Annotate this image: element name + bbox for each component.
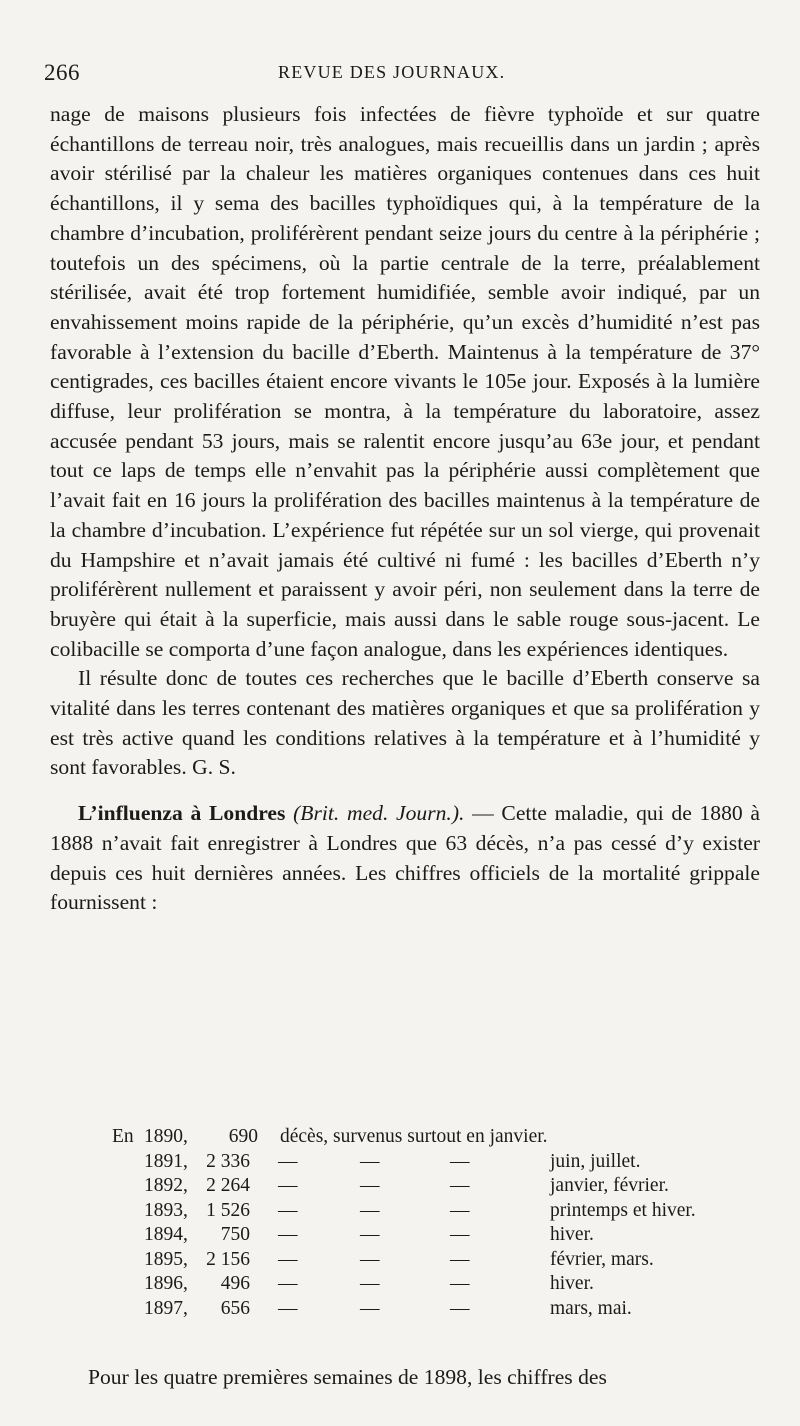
ditto-mark: —	[278, 1199, 298, 1221]
ditto-mark: —	[360, 1224, 380, 1245]
ditto-mark: —	[360, 1150, 380, 1172]
ditto-mark: —	[450, 1175, 470, 1196]
running-header	[44, 60, 764, 90]
row-period: hiver.	[550, 1273, 594, 1294]
row-period: mars, mai.	[550, 1297, 632, 1319]
row-year: 1894,	[144, 1224, 188, 1245]
row-year: 1892,	[144, 1175, 188, 1196]
section-gap	[50, 783, 760, 799]
article-body	[50, 100, 760, 918]
table-row	[110, 1175, 770, 1200]
ditto-mark: —	[450, 1224, 470, 1245]
ditto-mark: —	[450, 1199, 470, 1221]
row-period: janvier, février.	[550, 1175, 669, 1196]
row-period: février, mars.	[550, 1248, 654, 1270]
row-year: 1893,	[144, 1199, 188, 1221]
mortality-table	[110, 1126, 770, 1322]
row-count: 656	[220, 1297, 250, 1319]
row-period: printemps et hiver.	[550, 1199, 696, 1221]
row-count: 2 156	[206, 1248, 250, 1270]
ditto-mark: —	[450, 1150, 470, 1172]
running-title: REVUE DES JOURNAUX.	[278, 62, 506, 82]
ditto-mark: —	[278, 1297, 298, 1319]
row-year: 1890,	[144, 1126, 188, 1147]
ditto-mark: —	[278, 1248, 298, 1270]
ditto-mark: —	[278, 1224, 298, 1245]
row-period: juin, juillet.	[550, 1150, 641, 1172]
table-row	[110, 1200, 770, 1225]
table-row	[110, 1273, 770, 1298]
row-year: 1896,	[144, 1273, 188, 1294]
ditto-mark: —	[278, 1175, 298, 1196]
row-prefix: En	[112, 1126, 134, 1147]
ditto-mark: —	[360, 1273, 380, 1294]
row-year: 1891,	[144, 1150, 188, 1172]
row-count: 750	[220, 1224, 250, 1245]
ditto-mark: —	[450, 1273, 470, 1294]
table-row	[110, 1249, 770, 1274]
row-year: 1895,	[144, 1248, 188, 1270]
table-row	[110, 1151, 770, 1176]
ditto-mark: —	[278, 1150, 298, 1172]
table-row	[110, 1126, 770, 1151]
row-count: 2 264	[206, 1175, 250, 1196]
paragraph-continued: nage de maisons plusieurs fois infectées de fièvre typhoïde et sur quatre échantillons de terreau noir, très analogues, mais recueillis dans un jardin ; après avoir stérilisé par la chaleur les matières organiques contenues dans ces huit échantillons, il y sema des bacilles typhoïdiques qui, à la température de la chambre d’incubation, proliférèrent pendant seize jours du centre à la périphérie ; toutefois un des spécimens, où la partie centrale de la terre, préalablement stérilisée, avait été trop fortement humidifiée, semble avoir indiqué, par un envahissement moins rapide de la périphérie, qu’un excès d’humidité n’est pas favorable à l’extension du bacille d’Eberth. Maintenus à la température de 37° centigrades, ces bacilles étaient encore vivants le 105e jour. Exposés à la lumière diffuse, leur prolifération se montra, à la température du laboratoire, assez accusée pendant 53 jours, mais se ralentit encore jusqu’au 63e jour, et pendant tout ce laps de temps elle n’envahit pas la périphérie aussi complètement que l’avait fait en 16 jours la prolifération des bacilles maintenus à la température de la chambre d’incubation. L’expérience fut répétée sur un sol vierge, qui provenait du Hampshire et n’avait jamais été cultivé ni fumé : les bacilles d’Eberth n’y proliférèrent nullement et paraissent y avoir péri, non seulement dans la terre de bruyère qui était à la superficie, mais aussi dans le sable rouge sous-jacent. Le colibacille se comporta d’une façon analogue, dans les expériences identiques.	[50, 102, 760, 661]
row-count: 496	[220, 1273, 250, 1294]
ditto-mark: —	[450, 1248, 470, 1270]
row-count: 2 336	[206, 1150, 250, 1172]
ditto-mark: —	[360, 1297, 380, 1319]
ditto-mark: —	[360, 1175, 380, 1196]
paragraph-conclusion: Il résulte donc de toutes ces recherches que le bacille d’Eberth conserve sa vitalité dans les terres contenant des matières organiques et que sa prolifération y est très active quand les conditions relatives à la température et à l’humidité y sont favorables. G. S.	[50, 666, 760, 780]
ditto-mark: —	[450, 1297, 470, 1319]
page-number: 266	[44, 60, 80, 85]
paragraph-1898: Pour les quatre premières semaines de 1898, les chiffres des	[88, 1364, 607, 1389]
row-period: hiver.	[550, 1224, 594, 1245]
table-row	[110, 1224, 770, 1249]
row-description: décès, survenus surtout en janvier.	[280, 1126, 548, 1147]
article-influenza	[50, 799, 760, 918]
ditto-mark: —	[360, 1248, 380, 1270]
row-year: 1897,	[144, 1297, 188, 1319]
row-count: 690	[228, 1126, 258, 1147]
table-row	[110, 1298, 770, 1323]
article-heading: L’influenza à Londres	[78, 801, 286, 826]
ditto-mark: —	[278, 1273, 298, 1294]
ditto-mark: —	[360, 1199, 380, 1221]
article-source: (Brit. med. Journ.).	[293, 801, 465, 826]
article-intro-text: — Cette maladie, qui de 1880 à 1888 n’avait fait enregistrer à Londres que 63 décès, n’a pas cessé d’y exister depuis ces huit dernières années. Les chiffres officiels de la mortalité grippale fournissent :	[50, 801, 760, 915]
row-count: 1 526	[206, 1199, 250, 1221]
